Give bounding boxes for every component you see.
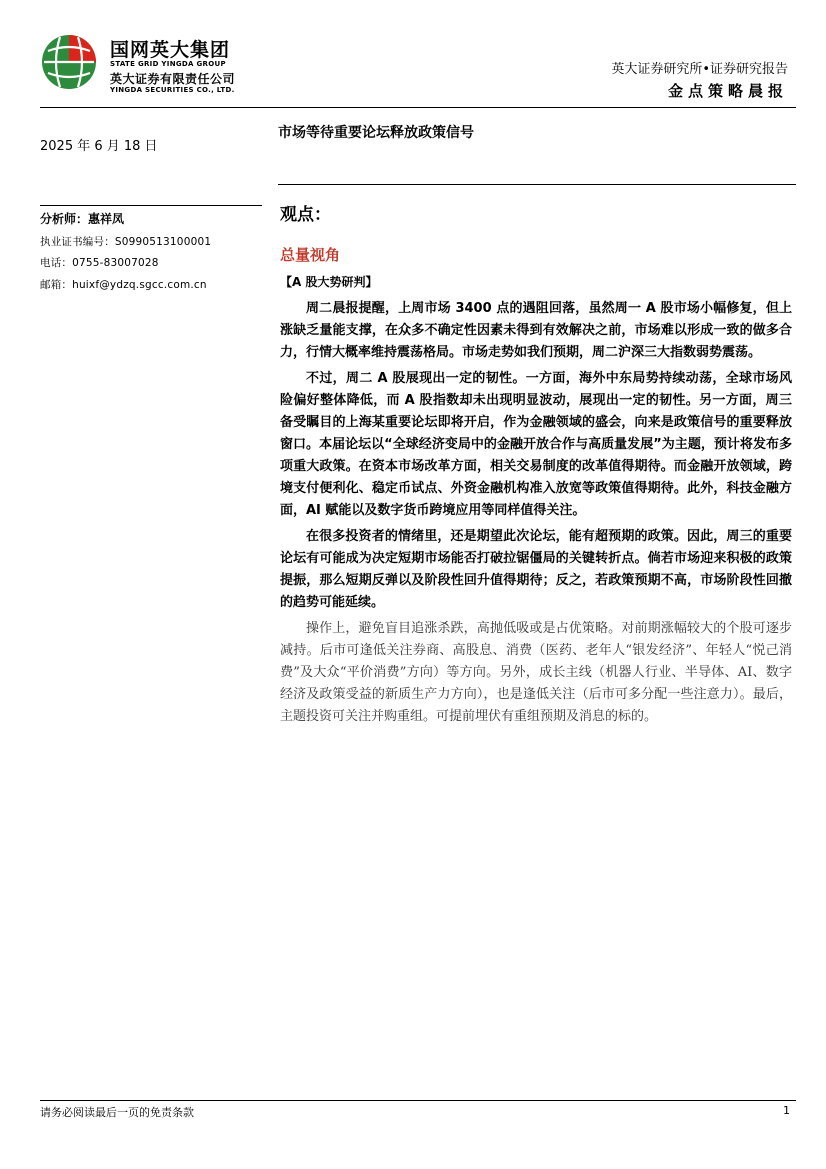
viewpoint-heading: 观点： — [280, 205, 331, 225]
left-divider — [40, 205, 262, 206]
page-number: 1 — [783, 1104, 790, 1117]
paragraph: 在很多投资者的情绪里，还是期望此次论坛，能有超预期的政策。因此，周三的重要论坛有可能成为决定短期市场能否打破拉锯僵局的关键转折点。倘若市场迎来积极的政策提振，那么短期反弹以及阶段性回升值得期待；反之，若政策预期不高，市场阶段性回撤的趋势可能延续。 — [280, 529, 792, 610]
institution-label: 英大证券研究所•证券研究报告 — [611, 62, 788, 77]
phone-number: 电话：0755-83007028 — [40, 257, 159, 269]
report-series: 金点策略晨报 — [667, 82, 788, 100]
title-divider — [278, 184, 796, 185]
disclaimer-note: 请务必阅读最后一页的免责条款 — [40, 1106, 194, 1119]
license-number: 执业证书编号：S0990513100001 — [40, 236, 212, 248]
email-address: 邮箱：huixf@ydzq.sgcc.com.cn — [40, 279, 207, 291]
analyst-name: 分析师：惠祥凤 — [40, 212, 125, 226]
section-heading: 总量视角 — [280, 246, 341, 264]
subsection-heading: 【A 股大势研判】 — [280, 275, 378, 289]
company-name-en: STATE GRID YINGDA GROUP — [110, 60, 226, 68]
header-divider — [40, 107, 796, 108]
company-name-cn: 国网英大集团 — [110, 39, 231, 61]
subsidiary-name-en: YINGDA SECURITIES CO., LTD. — [110, 86, 235, 94]
report-body — [280, 298, 792, 732]
paragraph: 操作上，避免盲目追涨杀跌，高抛低吸或是占优策略。对前期涨幅较大的个股可逐步减持。后市可逢低关注券商、高股息、消费（医药、老年人“银发经济”、年轻人“悦己消费”及大众“平价消费”方向）等方向。另外，成长主线（机器人行业、半导体、AI、数字经济及政策受益的新质生产力方向），也是逢低关注（后市可多分配一些注意力）。最后，主题投资可关注并购重组。可提前埋伏有重组预期及消息的标的。 — [280, 621, 792, 724]
footer-divider — [40, 1100, 796, 1101]
report-title: 市场等待重要论坛释放政策信号 — [278, 125, 474, 141]
report-date: 2025 年 6 月 18 日 — [40, 139, 158, 154]
subsidiary-name-cn: 英大证券有限责任公司 — [110, 72, 236, 86]
paragraph: 周二晨报提醒，上周市场 3400 点的遇阻回落，虽然周一 A 股市场小幅修复，但上涨缺乏量能支撑，在众多不确定性因素未得到有效解决之前，市场难以形成一致的做多合力，行情大概率维持震荡格局。市场走势如我们预期，周二沪深三大指数弱势震荡。 — [280, 301, 792, 360]
company-logo-globe-icon — [40, 33, 98, 91]
paragraph: 不过，周二 A 股展现出一定的韧性。一方面，海外中东局势持续动荡，全球市场风险偏好整体降低，而 A 股指数却未出现明显波动，展现出一定的韧性。另一方面，周三备受瞩目的上海某重要论坛即将开启，作为金融领域的盛会，向来是政策信号的重要释放窗口。本届论坛以“全球经济变局中的金融开放合作与高质量发展”为主题，预计将发布多项重大政策。在资本市场改革方面，相关交易制度的改革值得期待。而金融开放领域，跨境支付便利化、稳定币试点、外资金融机构准入放宽等政策值得期待。此外，科技金融方面，AI 赋能以及数字货币跨境应用等同样值得关注。 — [280, 371, 792, 518]
